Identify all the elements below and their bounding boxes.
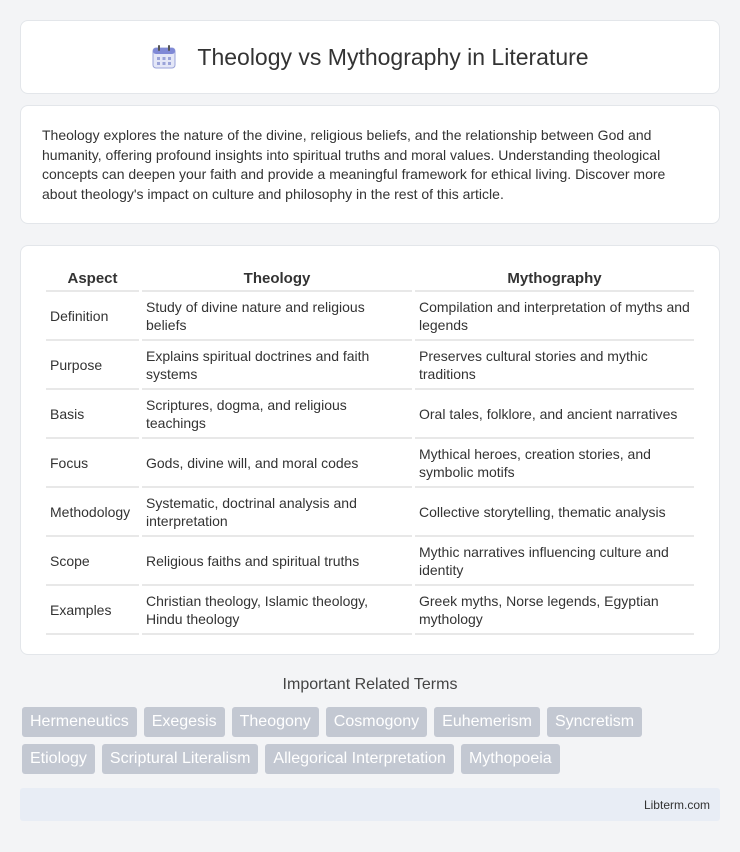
theology-cell: Systematic, doctrinal analysis and interpretation xyxy=(142,488,412,537)
related-terms-title: Important Related Terms xyxy=(282,676,458,693)
aspect-cell: Definition xyxy=(46,292,139,341)
calendar-icon xyxy=(151,44,177,70)
mythography-cell: Greek myths, Norse legends, Egyptian mythology xyxy=(415,586,694,635)
intro-text: Theology explores the nature of the divine, religious beliefs, and the relationship between God and humanity, offering profound insights into spiritual truths and moral values. Understanding theological concepts can deepen your faith and provide a meaningful framework for ethical living. Discover more about theology's impact on culture and philosophy in the rest of this article. xyxy=(42,127,666,202)
header-card xyxy=(20,20,720,94)
table-row xyxy=(46,390,694,439)
mythography-cell: Mythical heroes, creation stories, and symbolic motifs xyxy=(415,439,694,488)
tag-theogony[interactable]: Theogony xyxy=(232,707,319,737)
aspect-cell: Purpose xyxy=(46,341,139,390)
theology-cell: Explains spiritual doctrines and faith systems xyxy=(142,341,412,390)
mythography-cell: Collective storytelling, thematic analysis xyxy=(415,488,694,537)
tag-hermeneutics[interactable]: Hermeneutics xyxy=(22,707,137,737)
table-row xyxy=(46,488,694,537)
page-title: Theology vs Mythography in Literature xyxy=(197,43,589,70)
table-header-row xyxy=(46,266,694,292)
mythography-cell: Preserves cultural stories and mythic traditions xyxy=(415,341,694,390)
tag-etiology[interactable]: Etiology xyxy=(22,744,95,774)
tag-allegorical-interpretation[interactable]: Allegorical Interpretation xyxy=(265,744,454,774)
mythography-cell: Oral tales, folklore, and ancient narratives xyxy=(415,390,694,439)
header-theology: Theology xyxy=(142,266,412,292)
intro-card xyxy=(20,105,720,224)
tag-mythopoeia[interactable]: Mythopoeia xyxy=(461,744,560,774)
comparison-table xyxy=(43,266,697,635)
header-aspect: Aspect xyxy=(46,266,139,292)
tag-cosmogony[interactable]: Cosmogony xyxy=(326,707,427,737)
related-terms-list xyxy=(22,707,722,781)
mythography-cell: Compilation and interpretation of myths and legends xyxy=(415,292,694,341)
mythography-cell: Mythic narratives influencing culture and identity xyxy=(415,537,694,586)
theology-cell: Scriptures, dogma, and religious teachings xyxy=(142,390,412,439)
tag-scriptural-literalism[interactable]: Scriptural Literalism xyxy=(102,744,258,774)
table-row xyxy=(46,439,694,488)
table-row xyxy=(46,292,694,341)
tag-exegesis[interactable]: Exegesis xyxy=(144,707,225,737)
aspect-cell: Focus xyxy=(46,439,139,488)
aspect-cell: Examples xyxy=(46,586,139,635)
header-mythography: Mythography xyxy=(415,266,694,292)
footer-site-link[interactable]: Libterm.com xyxy=(643,798,710,812)
theology-cell: Study of divine nature and religious beliefs xyxy=(142,292,412,341)
theology-cell: Gods, divine will, and moral codes xyxy=(142,439,412,488)
table-row xyxy=(46,341,694,390)
tag-euhemerism[interactable]: Euhemerism xyxy=(434,707,540,737)
footer xyxy=(20,788,720,821)
theology-cell: Christian theology, Islamic theology, Hindu theology xyxy=(142,586,412,635)
comparison-table-card xyxy=(20,245,720,655)
aspect-cell: Basis xyxy=(46,390,139,439)
aspect-cell: Methodology xyxy=(46,488,139,537)
tag-syncretism[interactable]: Syncretism xyxy=(547,707,642,737)
aspect-cell: Scope xyxy=(46,537,139,586)
table-row xyxy=(46,586,694,635)
table-row xyxy=(46,537,694,586)
theology-cell: Religious faiths and spiritual truths xyxy=(142,537,412,586)
